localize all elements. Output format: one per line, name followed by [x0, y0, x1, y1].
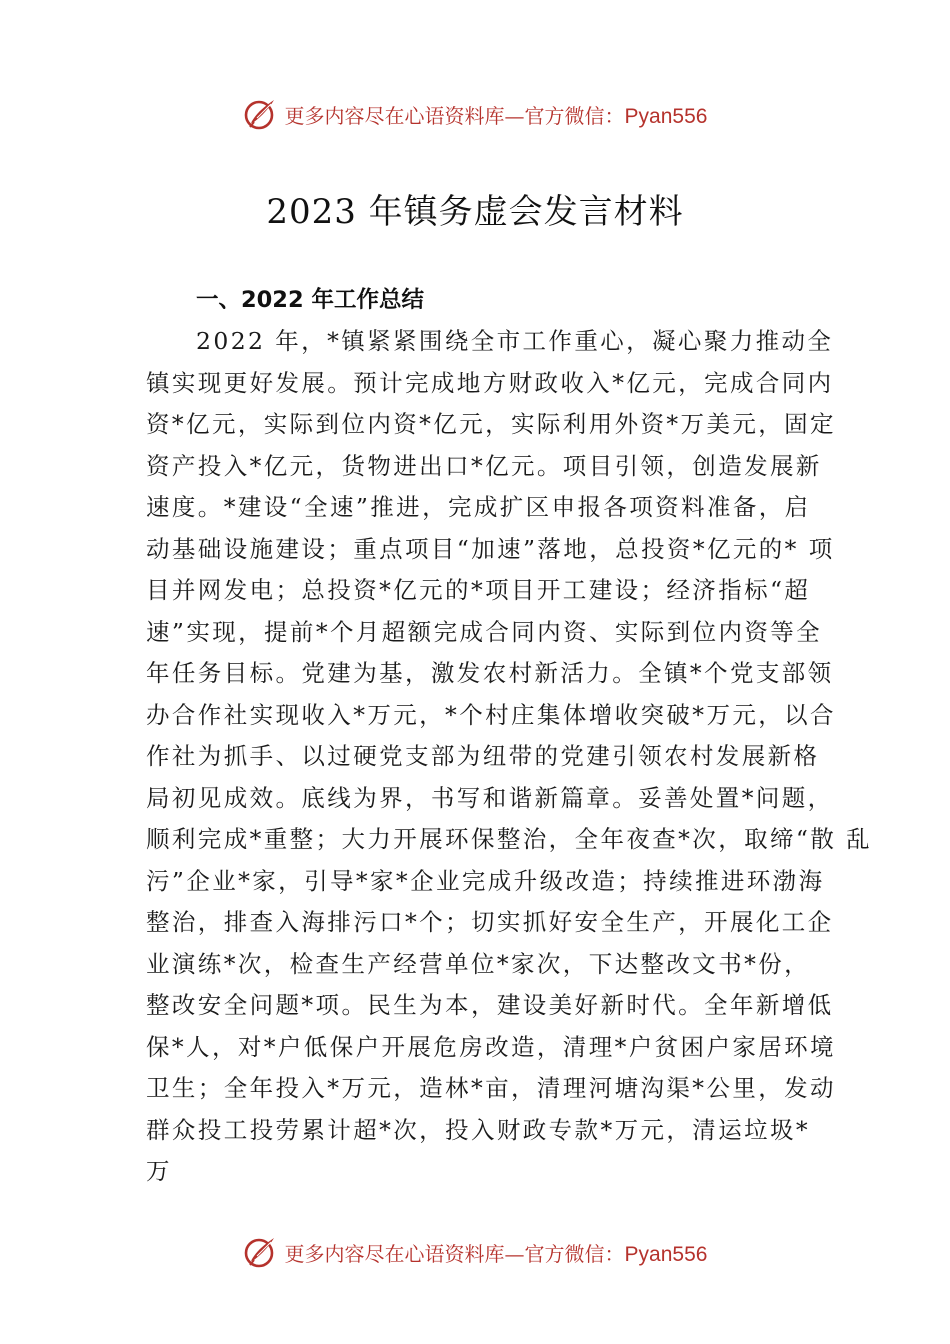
paragraph-line: 办合作社实现收入*万元，*个村庄集体增收突破*万元，以合 — [146, 700, 836, 729]
quill-pen-logo-icon — [243, 1234, 279, 1270]
paragraph-line: 目并网发电；总投资*亿元的*项目开工建设；经济指标“超 — [146, 576, 811, 604]
document-title: 2023 年镇务虚会发言材料 — [266, 192, 684, 232]
body-paragraph — [146, 321, 872, 1193]
paragraph-line: 速”实现，提前*个月超额完成合同内资、实际到位内资等全 — [146, 617, 823, 646]
paragraph-line: 顺利完成*重整；大力开展环保整治，全年夜查*次，取缔“散 乱 — [146, 825, 872, 853]
watermark-text: 更多内容尽在心语资料库—官方微信：Pyan556 — [284, 1241, 708, 1266]
paragraph-line: 整改安全问题*项。民生为本，建设美好新时代。全年新增低 — [146, 991, 834, 1019]
paragraph-line: 年任务目标。党建为基，激发农村新活力。全镇*个党支部领 — [146, 659, 834, 687]
paragraph-line: 资*亿元，实际到位内资*亿元，实际利用外资*万美元，固定 — [146, 410, 836, 438]
paragraph-line: 污”企业*家，引导*家*企业完成升级改造；持续推进环渤海 — [146, 866, 825, 895]
watermark-wechat-id: Pyan556 — [624, 104, 708, 128]
section-heading: 一、2022 年工作总结 — [196, 287, 424, 313]
paragraph-line: 2022 年，*镇紧紧围绕全市工作重心，凝心聚力推动全 — [196, 327, 834, 355]
paragraph-line: 速度。*建设“全速”推进，完成扩区申报各项资料准备，启 — [146, 493, 811, 521]
paragraph-line: 整治，排查入海排污口*个；切实抓好安全生产，开展化工企 — [146, 908, 834, 936]
watermark-banner-bottom — [0, 1232, 950, 1272]
paragraph-line: 保*人，对*户低保户开展危房改造，清理*户贫困户家居环境 — [146, 1032, 836, 1061]
watermark-banner-top — [0, 94, 950, 134]
watermark-text: 更多内容尽在心语资料库—官方微信：Pyan556 — [284, 103, 708, 128]
paragraph-line: 作社为抓手、以过硬党支部为纽带的党建引领农村发展新格 — [146, 742, 820, 770]
paragraph-line: 卫生；全年投入*万元，造林*亩，清理河塘沟渠*公里，发动 — [146, 1074, 836, 1102]
paragraph-line: 资产投入*亿元，货物进出口*亿元。项目引领，创造发展新 — [146, 451, 822, 480]
paragraph-line: 局初见成效。底线为界，书写和谐新篇章。妥善处置*问题， — [146, 783, 834, 812]
paragraph-line: 业演练*次，检查生产经营单位*家次，下达整改文书*份， — [146, 949, 811, 978]
paragraph-line: 动基础设施建设；重点项目“加速”落地，总投资*亿元的* 项 — [146, 534, 835, 563]
paragraph-line: 镇实现更好发展。预计完成地方财政收入*亿元，完成合同内 — [146, 368, 834, 397]
paragraph-line: 万 — [146, 1157, 172, 1185]
watermark-wechat-id: Pyan556 — [624, 1242, 708, 1266]
paragraph-line: 群众投工投劳累计超*次，投入财政专款*万元，清运垃圾* — [146, 1115, 811, 1144]
quill-pen-logo-icon — [243, 96, 279, 132]
